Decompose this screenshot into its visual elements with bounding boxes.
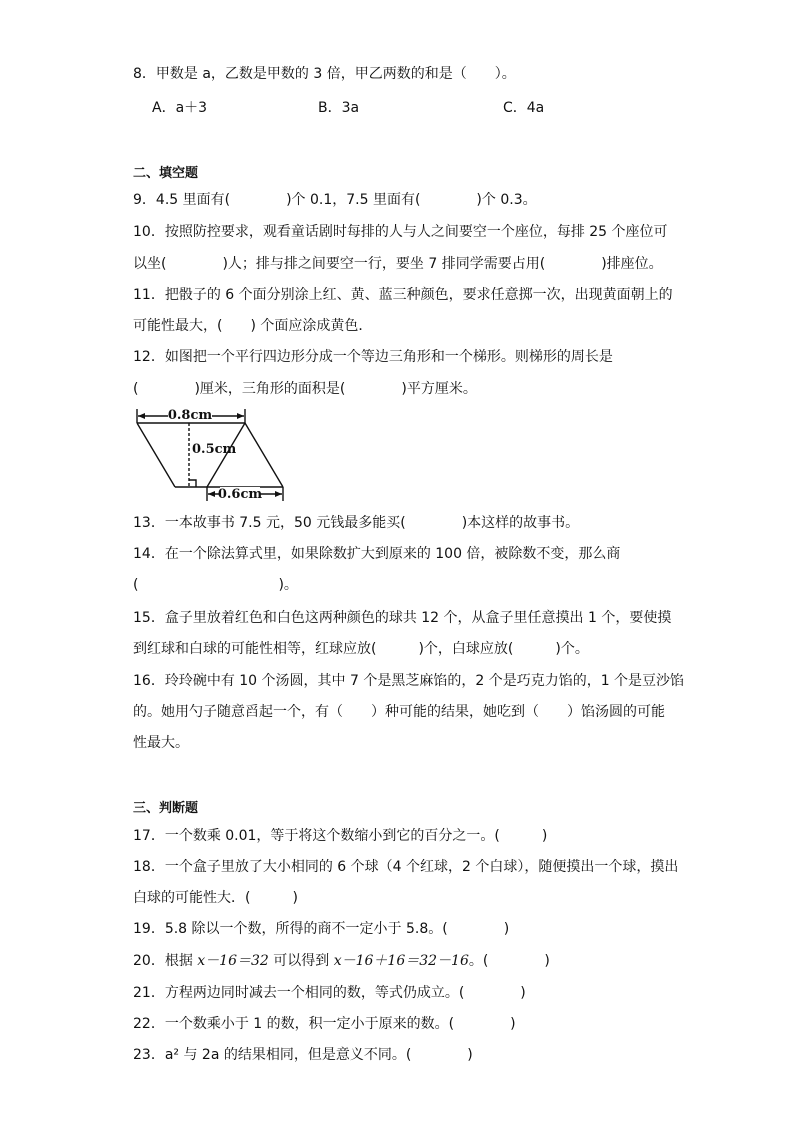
question-17: 17．一个数乘 0.01，等于将这个数缩小到它的百分之一。( ) — [133, 828, 548, 844]
question-10-line1: 10．按照防控要求，观看童话剧时每排的人与人之间要空一个座位，每排 25 个座位可 — [133, 224, 668, 240]
question-20-post: 。( ) — [468, 953, 550, 969]
figure-top-label: 0.8cm — [167, 408, 213, 423]
question-20-mid: 可以得到 — [268, 953, 334, 969]
question-11-line1: 11．把骰子的 6 个面分别涂上红、黄、蓝三种颜色，要求任意掷一次，出现黄面朝上的 — [133, 287, 673, 303]
question-9: 9．4.5 里面有( )个 0.1，7.5 里面有( )个 0.3。 — [133, 192, 537, 208]
question-14-line1: 14．在一个除法算式里，如果除数扩大到原来的 100 倍，被除数不变，那么商 — [133, 546, 621, 562]
question-22: 22．一个数乘小于 1 的数，积一定小于原来的数。( ) — [133, 1016, 516, 1032]
question-20-pre: 20．根据 — [133, 953, 198, 969]
question-20 — [133, 951, 550, 971]
question-18-line1: 18．一个盒子里放了大小相同的 6 个球（4 个红球，2 个白球），随便摸出一个球，摸出 — [133, 859, 679, 875]
option-b: B．3a — [318, 100, 360, 116]
question-8-text: 8．甲数是 a，乙数是甲数的 3 倍，甲乙两数的和是（ ）。 — [133, 66, 516, 82]
question-14-line2: ( )。 — [133, 577, 298, 593]
question-20-equation-2: x－16＋16＝32－16 — [333, 953, 469, 969]
question-16-line3: 性最大。 — [133, 735, 189, 751]
question-15-line2: 到红球和白球的可能性相等，红球应放( )个，白球应放( )个。 — [133, 641, 589, 657]
question-12-line1: 12．如图把一个平行四边形分成一个等边三角形和一个梯形。则梯形的周长是 — [133, 349, 613, 365]
question-20-equation-1: x－16＝32 — [197, 953, 269, 969]
question-23: 23．a² 与 2a 的结果相同，但是意义不同。( ) — [133, 1047, 473, 1063]
figure-bottom-label: 0.6cm — [217, 487, 263, 502]
question-16-line2: 的。她用勺子随意舀起一个，有（ ）种可能的结果，她吃到（ ）馅汤圆的可能 — [133, 704, 665, 720]
option-a: A．a＋3 — [152, 100, 208, 116]
figure-height-label: 0.5cm — [192, 442, 237, 457]
option-c: C．4a — [503, 100, 545, 116]
section-fill-title: 二、填空题 — [133, 166, 199, 181]
question-12-line2: ( )厘米，三角形的面积是( )平方厘米。 — [133, 381, 477, 397]
question-18-line2: 白球的可能性大．( ) — [133, 890, 298, 906]
question-15-line1: 15．盒子里放着红色和白色这两种颜色的球共 12 个，从盒子里任意摸出 1 个，要使摸 — [133, 610, 672, 626]
parallelogram-figure — [128, 405, 288, 505]
section-judge-title: 三、判断题 — [133, 801, 199, 816]
question-10-line2: 以坐( )人；排与排之间要空一行，要坐 7 排同学需要占用( )排座位。 — [133, 256, 663, 272]
question-21: 21．方程两边同时减去一个相同的数，等式仍成立。( ) — [133, 985, 526, 1001]
question-13: 13．一本故事书 7.5 元，50 元钱最多能买( )本这样的故事书。 — [133, 515, 580, 531]
question-19: 19．5.8 除以一个数，所得的商不一定小于 5.8。( ) — [133, 921, 510, 937]
question-16-line1: 16．玲玲碗中有 10 个汤圆，其中 7 个是黑芝麻馅的，2 个是巧克力馅的，1 个是豆沙馅 — [133, 673, 685, 689]
question-11-line2: 可能性最大，( ) 个面应涂成黄色． — [133, 318, 373, 334]
